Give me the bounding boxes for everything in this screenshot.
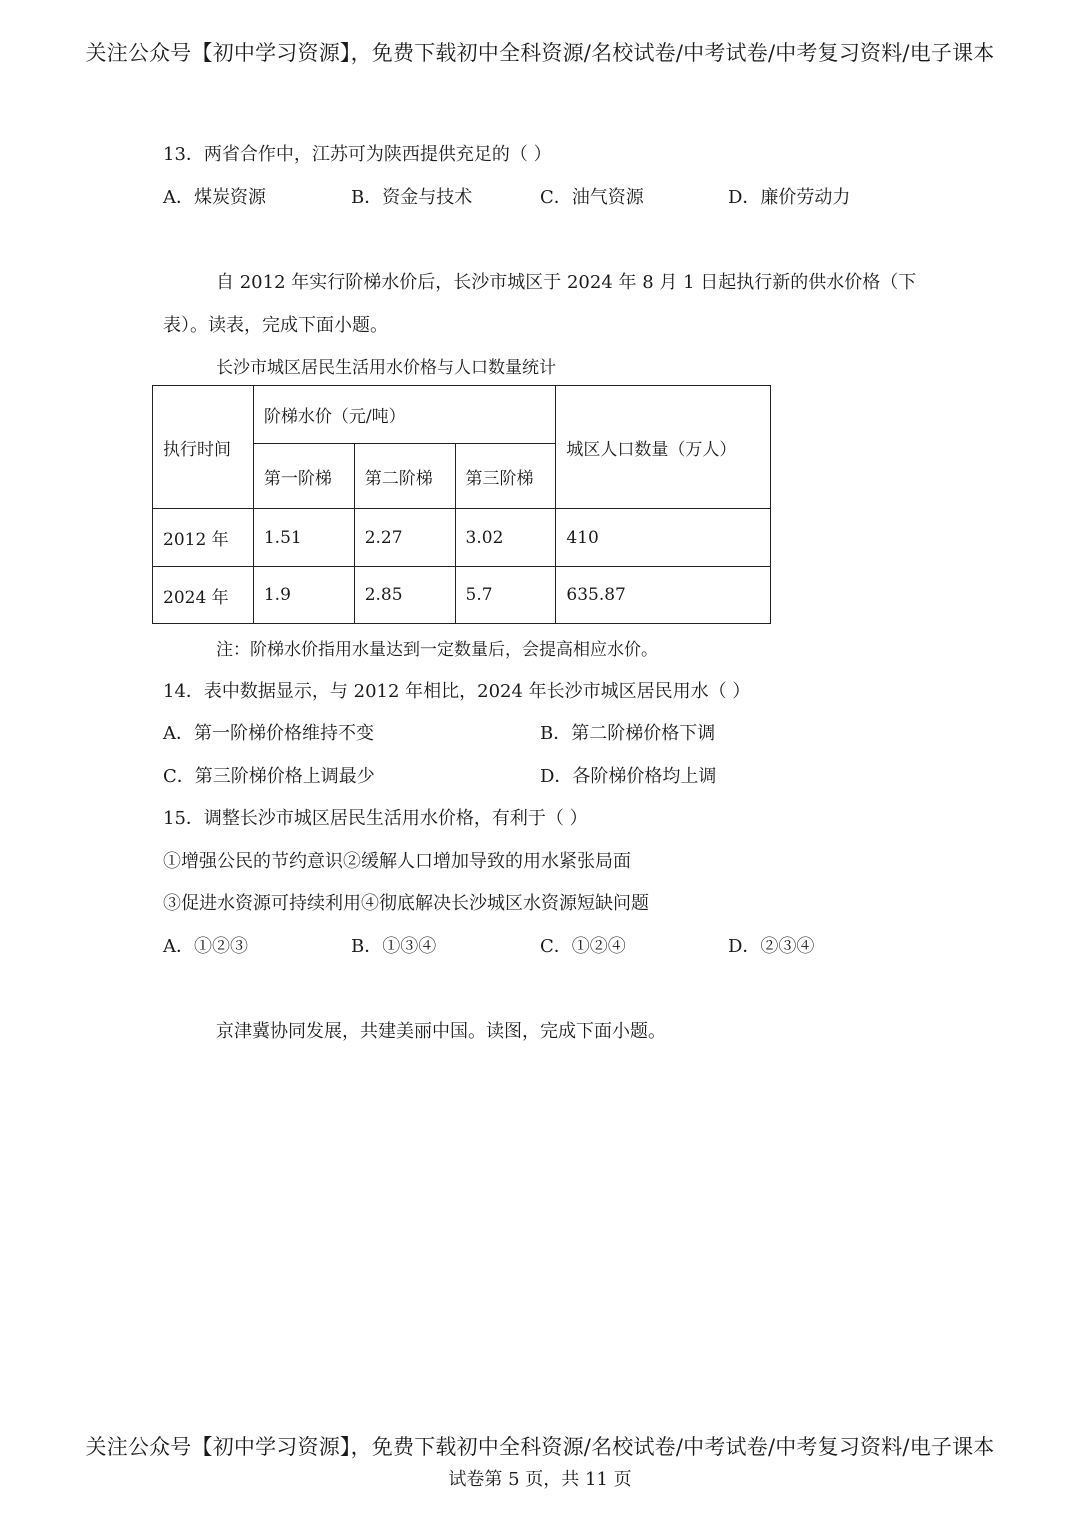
- question-14-option-a: A．第一阶梯价格维持不变: [163, 723, 374, 744]
- cell-population: 410: [556, 509, 771, 567]
- question-13-option-d: D．廉价劳动力: [728, 187, 851, 208]
- cell-tier-1: 1.9: [253, 567, 354, 624]
- table-note: 注：阶梯水价指用水量达到一定数量后，会提高相应水价。: [216, 640, 658, 660]
- page-number: 试卷第 5 页，共 11 页: [448, 1469, 632, 1490]
- cell-tier-3: 3.02: [455, 509, 556, 567]
- cell-tier-1: 1.51: [253, 509, 354, 567]
- table-row: [153, 567, 771, 624]
- water-price-table: [152, 385, 771, 624]
- cell-tier-3: 5.7: [455, 567, 556, 624]
- question-14-option-d: D．各阶梯价格均上调: [540, 766, 717, 787]
- footer-banner: 关注公众号【初中学习资源】，免费下载初中全科资源/名校试卷/中考试卷/中考复习资料/电子课本: [85, 1435, 995, 1459]
- question-15-statement-1: ①增强公民的节约意识②缓解人口增加导致的用水紧张局面: [163, 851, 631, 872]
- question-14-option-c: C．第三阶梯价格上调最少: [163, 766, 375, 787]
- table-row: [153, 509, 771, 567]
- cell-population: 635.87: [556, 567, 771, 624]
- question-13-stem: 13．两省合作中，江苏可为陕西提供充足的（ ）: [163, 144, 552, 165]
- cell-tier-2: 2.85: [354, 567, 455, 624]
- table-caption: 长沙市城区居民生活用水价格与人口数量统计: [216, 358, 556, 378]
- question-15-option-d: D．②③④: [728, 936, 815, 957]
- question-13-option-b: B．资金与技术: [351, 187, 473, 208]
- header-population: 城区人口数量（万人）: [556, 386, 771, 509]
- water-intro-line-2: 表）。读表，完成下面小题。: [163, 315, 388, 336]
- question-15-option-c: C．①②④: [540, 936, 626, 957]
- header-tier-1: 第一阶梯: [253, 444, 354, 509]
- header-banner: 关注公众号【初中学习资源】，免费下载初中全科资源/名校试卷/中考试卷/中考复习资料/电子课本: [85, 41, 995, 65]
- cell-year: 2012 年: [153, 509, 254, 567]
- header-tier-2: 第二阶梯: [354, 444, 455, 509]
- question-15-option-a: A．①②③: [163, 936, 248, 957]
- question-13-option-c: C．油气资源: [540, 187, 644, 208]
- question-15-option-b: B．①③④: [351, 936, 437, 957]
- question-14-option-b: B．第二阶梯价格下调: [540, 723, 716, 744]
- jjj-intro: 京津冀协同发展，共建美丽中国。读图，完成下面小题。: [216, 1021, 666, 1042]
- question-13-option-a: A．煤炭资源: [163, 187, 266, 208]
- water-intro-line-1: 自 2012 年实行阶梯水价后，长沙市城区于 2024 年 8 月 1 日起执行新的供水价格（下: [216, 272, 917, 293]
- header-tier-group: 阶梯水价（元/吨）: [253, 386, 556, 444]
- question-15-statement-2: ③促进水资源可持续利用④彻底解决长沙城区水资源短缺问题: [163, 893, 649, 914]
- question-14-stem: 14．表中数据显示，与 2012 年相比，2024 年长沙市城区居民用水（ ）: [163, 681, 751, 702]
- cell-year: 2024 年: [153, 567, 254, 624]
- header-time: 执行时间: [153, 386, 254, 509]
- header-tier-3: 第三阶梯: [455, 444, 556, 509]
- question-15-stem: 15．调整长沙市城区居民生活用水价格，有利于（ ）: [163, 808, 588, 829]
- cell-tier-2: 2.27: [354, 509, 455, 567]
